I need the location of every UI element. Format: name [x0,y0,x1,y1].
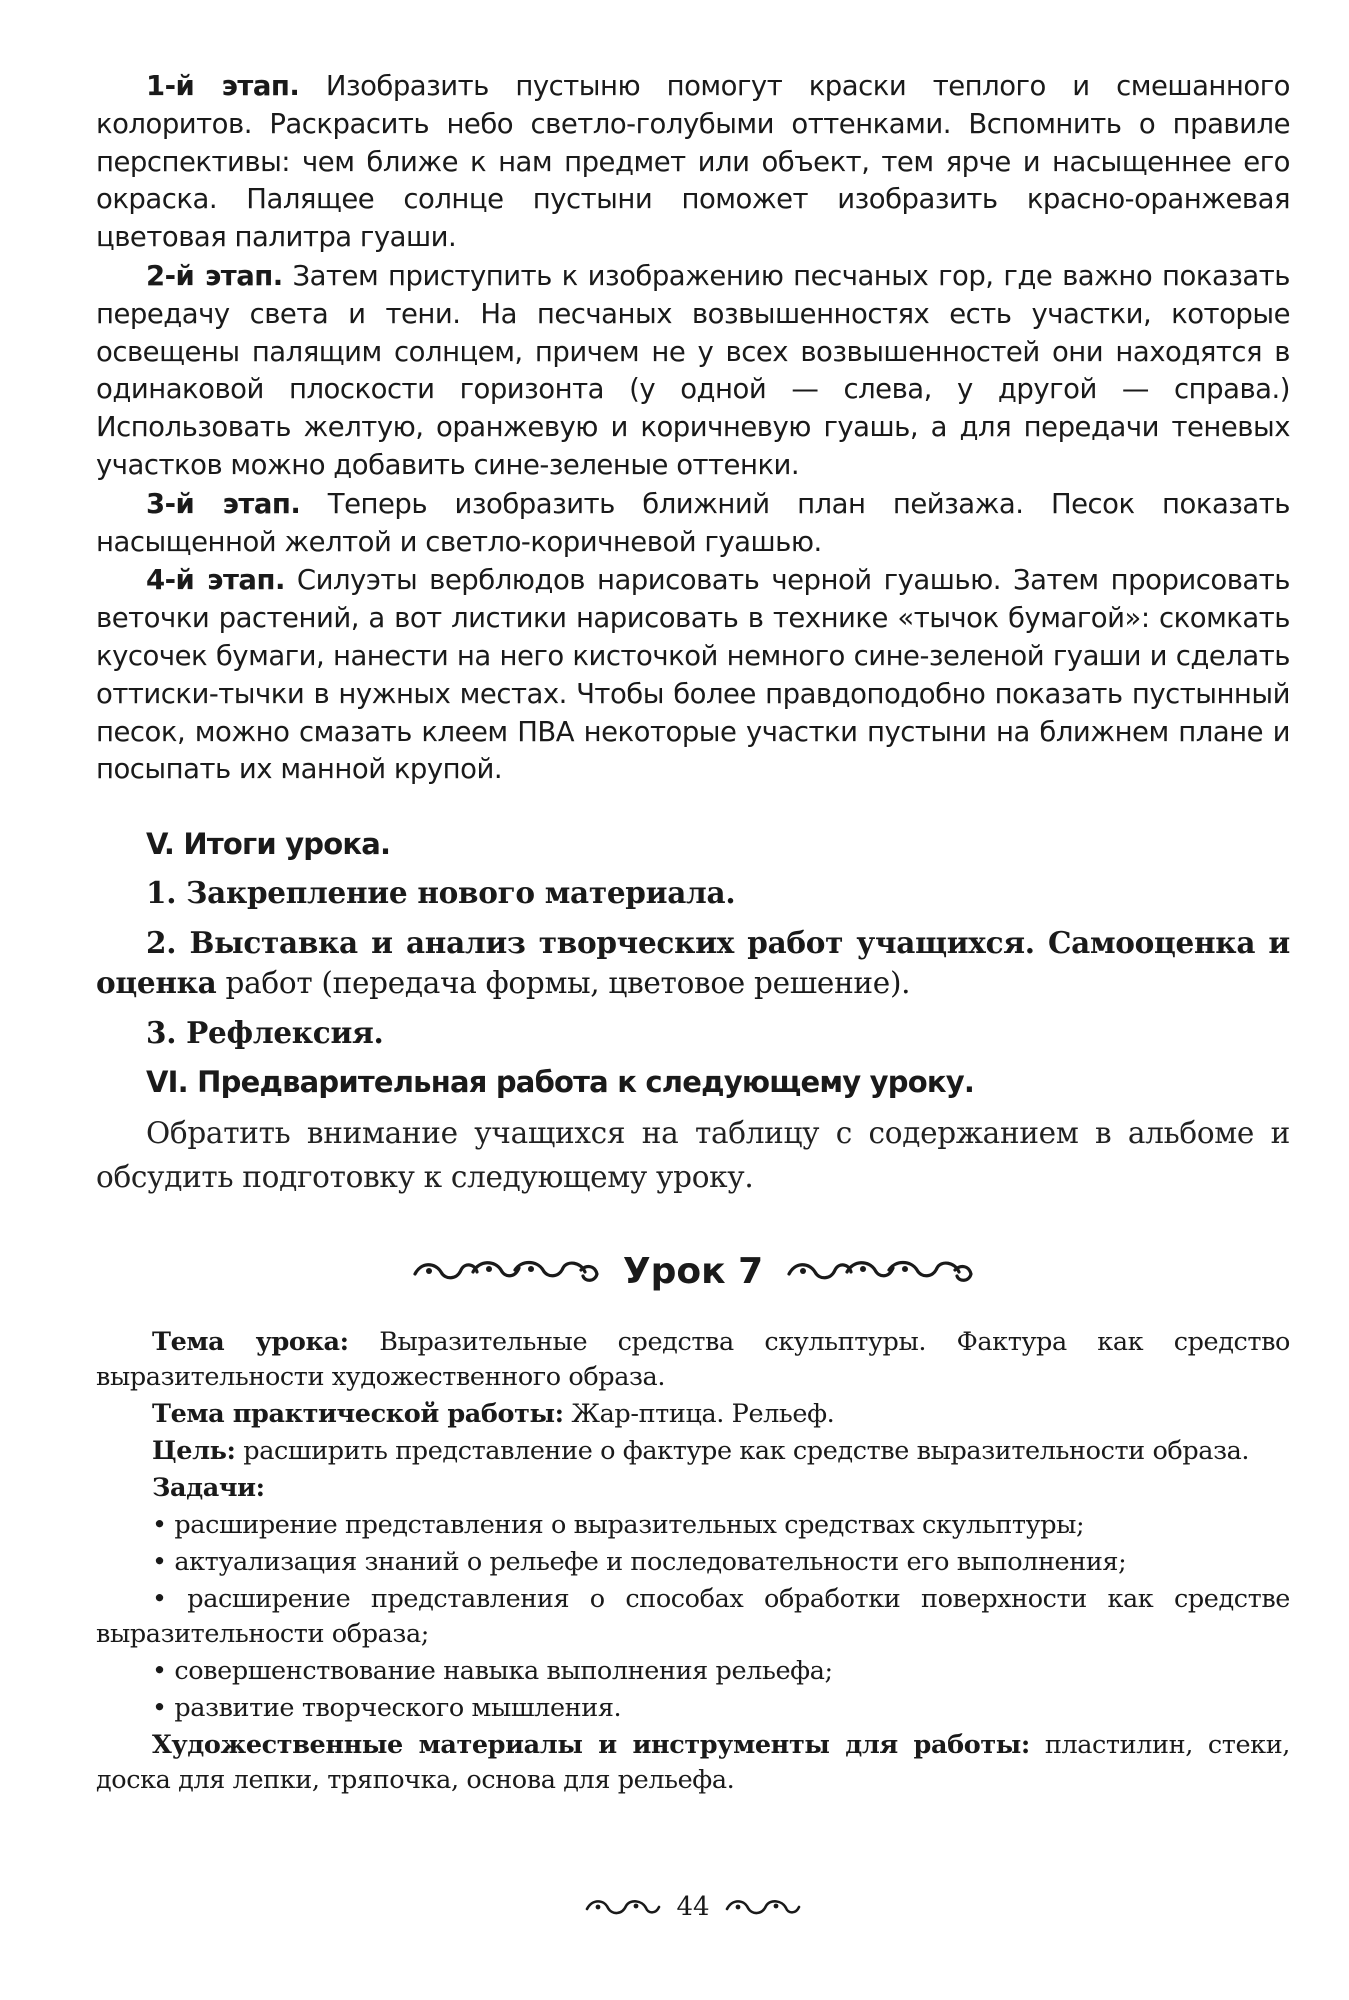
stage-3 [96,486,1290,562]
page-number: 44 [676,1892,710,1922]
stages-section [96,68,1290,790]
lesson-title-row [96,1245,1290,1297]
stage-2 [96,258,1290,485]
stage-4-text: Силуэты верблюдов нарисовать черной гуашью. Затем прорисовать веточки растений, а вот листики нарисовать в технике «тычок бумагой»: скомкать кусочек бумаги, нанести на него кисточкой немного сине-зеленой гуаши и сделать оттиски-тычки в нужных местах. Чтобы более правдоподобно показать пустынный песок, можно смазать клеем ПВА некоторые участки пустыни на ближнем плане и посыпать их манной крупой. [96,564,1291,786]
lesson-title: Урок 7 [622,1250,764,1292]
lesson-practical-label: Тема практической работы: [152,1399,564,1429]
task-item: • расширение представления о выразительных средствах скульптуры; [152,1510,1085,1540]
stage-3-text: Теперь изобразить ближний план пейзажа. Песок показать насыщенной желтой и светло-коричневой гуашью. [96,487,1291,558]
summary-section [96,825,1290,1199]
lesson-topic-text: Выразительные средства скульптуры. Фактура как средство выразительности художественного образа. [96,1327,1290,1392]
lesson-goal-text: расширить представление о фактуре как средстве выразительности образа. [235,1436,1250,1466]
lesson-practical [96,1397,1290,1432]
page-footer [96,1892,1290,1922]
task-item: • актуализация знаний о рельефе и последовательности его выполнения; [152,1547,1127,1577]
lesson-goal [96,1434,1290,1469]
preparatory-heading: VI. Предварительная работа к следующему уроку. [146,1065,975,1099]
stage-1-text: Изобразить пустыню помогут краски теплого и смешанного колоритов. Раскрасить небо светло-голубыми оттенками. Вспомнить о правиле перспективы: чем ближе к нам предмет или объект, тем ярче и насыщеннее его окраска. Палящее солнце пустыни поможет изобразить красно-оранжевая цветовая палитра гуаши. [96,70,1290,254]
task-item: • совершенствование навыка выполнения рельефа; [152,1656,833,1686]
lesson-materials [96,1728,1290,1798]
stage-4 [96,562,1290,789]
summary-item-2-bold: 2. Выставка и анализ творческих работ учащихся. Самооценка и оценка [96,925,1290,1000]
summary-item-1 [96,873,1290,913]
footer-ornament-left-icon [584,1896,662,1918]
lesson-tasks-label [96,1471,1290,1506]
summary-item-2-rest: работ (передача формы, цветовое решение). [216,966,911,1000]
stage-4-label: 4-й этап. [146,564,285,597]
stage-2-text: Затем приступить к изображению песчаных гор, где важно показать передачу света и тени. На песчаных возвышенностях есть участки, которые освещены палящим солнцем, причем не у всех возвышенностей они находятся в одинаковой плоскости горизонта (у одной — слева, у другой — справа.) Использовать желтую, оранжевую и коричневую гуашь, а для передачи теневых участков можно добавить сине-зеленые оттенки. [96,259,1290,481]
task-item: • развитие творческого мышления. [152,1693,622,1723]
lesson-practical-text: Жар-птица. Рельеф. [563,1399,835,1429]
stage-3-label: 3-й этап. [146,487,301,520]
ornament-right-icon [785,1256,975,1286]
summary-item-3-text: 3. Рефлексия. [146,1015,384,1050]
lesson-goal-label: Цель: [152,1436,236,1466]
lesson-tasks-heading: Задачи: [152,1473,265,1503]
stage-1-label: 1-й этап. [146,70,300,102]
footer-ornament-right-icon [724,1896,802,1918]
preparatory-text: Обратить внимание учащихся на таблицу с содержанием в альбоме и обсудить подготовку к следующему уроку. [96,1116,1290,1194]
lesson-topic [96,1325,1290,1395]
lesson-materials-text: пластилин, стеки, доска для лепки, тряпочка, основа для рельефа. [96,1730,1290,1795]
summary-item-2 [96,923,1290,1003]
task-item: • расширение представления о способах обработки поверхности как средстве выразительности образа; [96,1584,1290,1649]
lesson-topic-label: Тема урока: [152,1327,349,1357]
stage-1 [96,68,1290,257]
summary-heading: V. Итоги урока. [146,827,391,861]
summary-item-3 [96,1013,1290,1053]
ornament-left-icon [411,1256,601,1286]
lesson-section [96,1325,1290,1800]
lesson-materials-label: Художественные материалы и инструменты для работы: [152,1730,1030,1760]
stage-2-label: 2-й этап. [146,259,283,292]
summary-item-1-text: 1. Закрепление нового материала. [146,875,736,910]
